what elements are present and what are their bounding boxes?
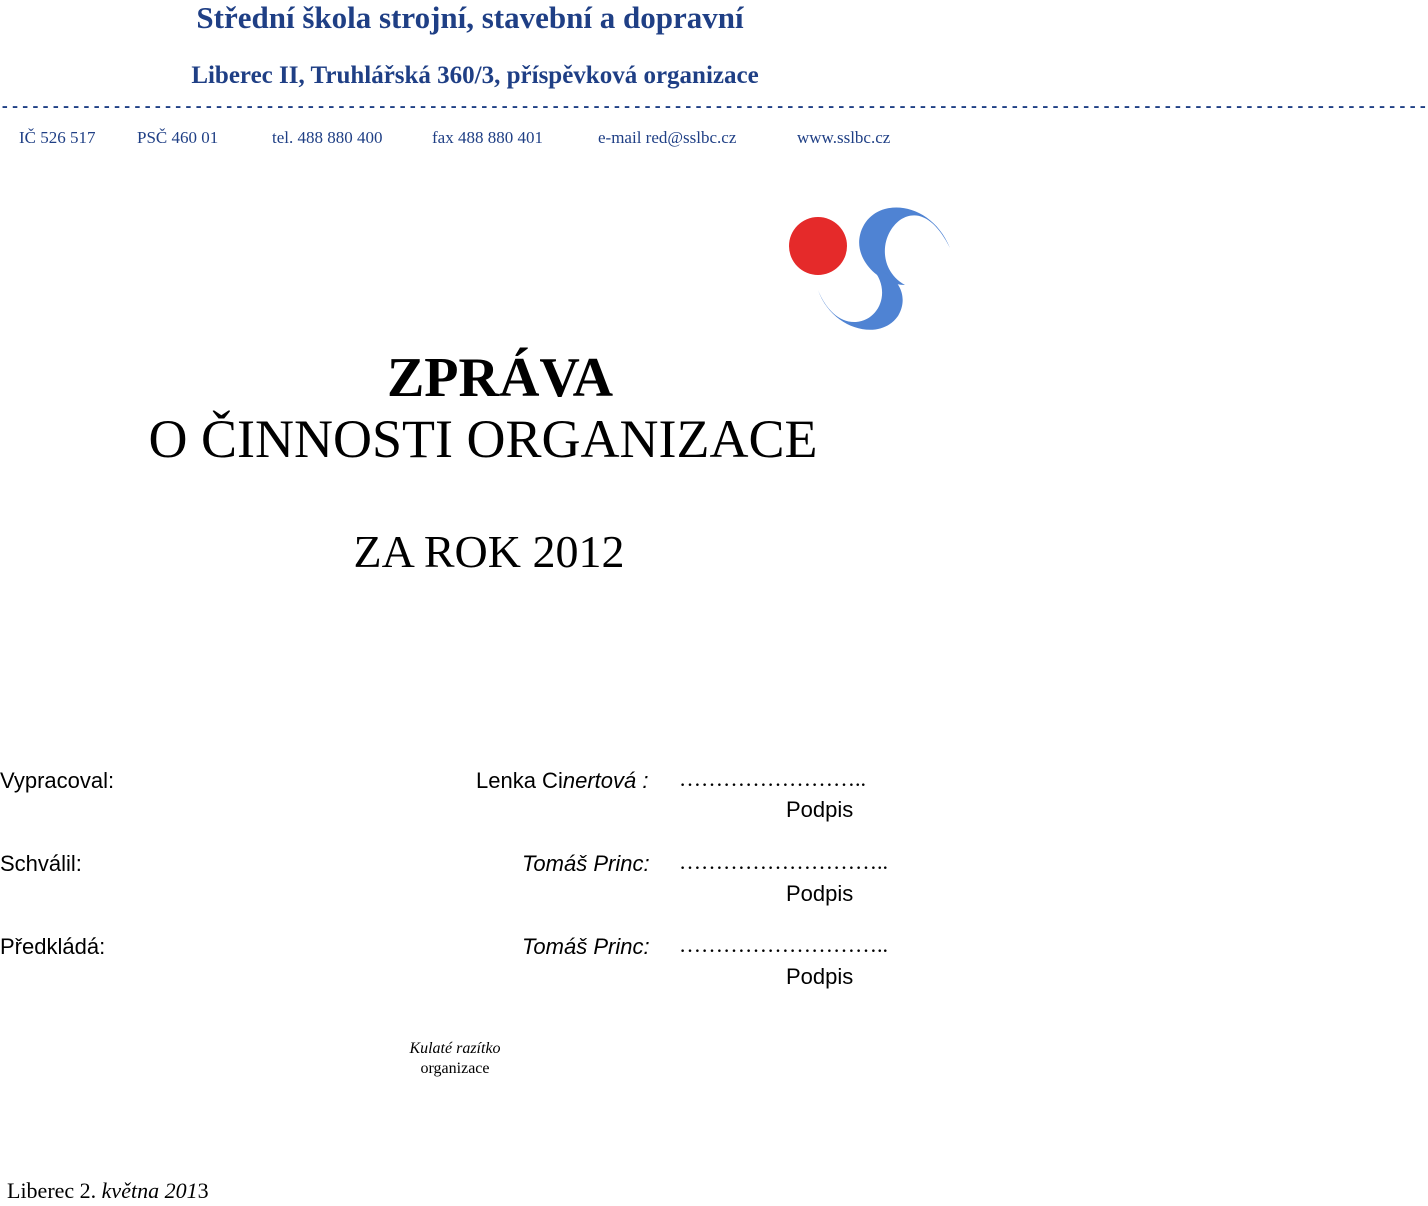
submitted-by-signature-line: ………………………..: [679, 932, 888, 957]
prepared-by-label: Vypracoval:: [0, 768, 115, 793]
contact-website: www.sslbc.cz: [797, 128, 891, 147]
stamp-label-line2: organizace: [420, 1060, 490, 1077]
prepared-by-name: Lenka Cinertová :: [476, 768, 649, 793]
approved-by-name: Tomáš Princ:: [522, 851, 650, 876]
header-divider: --------------------------------------------------------------------------------------------------------------------------------------------: [0, 98, 1428, 116]
logo-blue-swoosh-upper: [859, 207, 950, 285]
place-and-date: Liberec 2. května 2013: [7, 1178, 209, 1203]
prepared-by-signature-line: ……………………..: [679, 766, 866, 791]
approved-by-podpis: Podpis: [786, 881, 854, 906]
approved-by-signature-line: ………………………..: [679, 849, 888, 874]
report-title: ZPRÁVA: [386, 347, 614, 409]
school-logo: [780, 190, 960, 350]
approved-by-label: Schválil:: [0, 851, 82, 876]
report-subtitle: O ČINNOSTI ORGANIZACE: [148, 409, 818, 469]
school-name: Střední škola strojní, stavební a dopravní: [196, 0, 744, 35]
prepared-by-podpis: Podpis: [786, 797, 854, 822]
submitted-by-label: Předkládá:: [0, 934, 106, 959]
logo-red-dot: [789, 217, 847, 275]
contact-phone: tel. 488 880 400: [272, 128, 383, 147]
report-year: ZA ROK 2012: [353, 526, 625, 577]
stamp-label-line1: Kulaté razítko: [409, 1040, 501, 1057]
contact-postcode: PSČ 460 01: [137, 128, 219, 147]
contact-fax: fax 488 880 401: [432, 128, 543, 147]
submitted-by-podpis: Podpis: [786, 964, 854, 989]
submitted-by-name: Tomáš Princ:: [522, 934, 650, 959]
school-address: Liberec II, Truhlářská 360/3, příspěvková organizace: [191, 62, 759, 89]
logo-blue-swoosh-lower: [818, 268, 903, 330]
contact-email: e-mail red@sslbc.cz: [598, 128, 737, 147]
contact-ic: IČ 526 517: [19, 128, 96, 147]
